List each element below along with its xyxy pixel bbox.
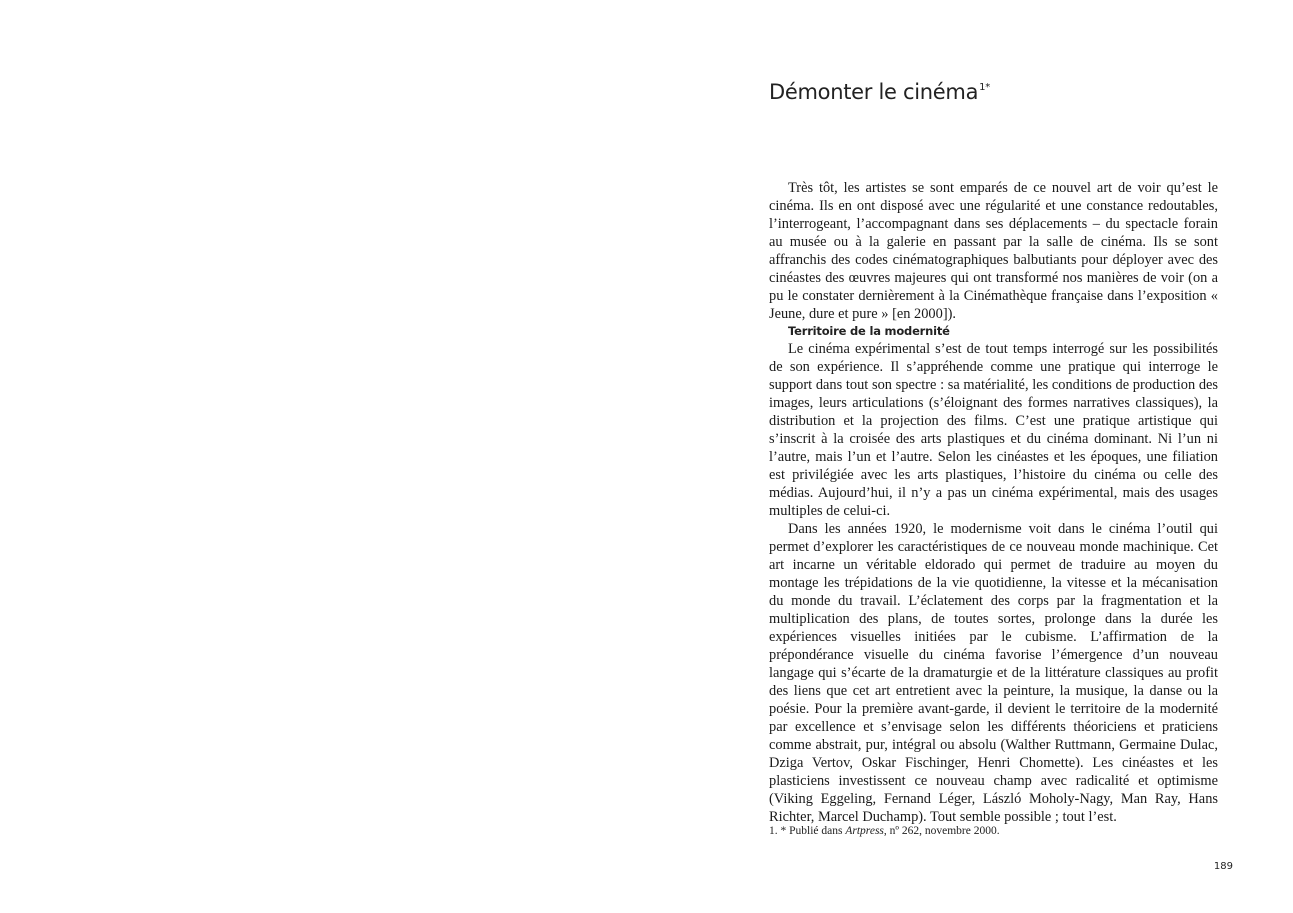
section-paragraph-1: Le cinéma expérimental s’est de tout temps interrogé sur les possibilités de son expérience. Il s’appréhende comme une pratique qui interroge le support dans tout son spectre : sa matérialité, les conditions de production des images, leurs articulations (s’éloignant des formes narratives classiques), la distribution et la projection des films. C’est une pratique artistique qui s’inscrit à la croisée des arts plastiques et du cinéma dominant. Ni l’un ni l’autre, mais l’un et l’autre. Selon les cinéastes et les époques, une filiation est privilégiée avec les arts plastiques, l’histoire du cinéma ou celle des médias. Aujourd’hui, il n’y a pas un cinéma expérimental, mais des usages multiples de celui-ci. bbox=[769, 341, 1218, 519]
chapter-title bbox=[769, 80, 990, 104]
footnote-journal: Artpress bbox=[845, 825, 884, 837]
chapter-title-note-marker: 1* bbox=[979, 82, 990, 93]
intro-paragraph: Très tôt, les artistes se sont emparés de ce nouvel art de voir qu’est le cinéma. Ils en ont disposé avec une régularité et une constance redoutables, l’interrogeant, l’accompagnant dans ses déplacements – du spectacle forain au musée ou à la galerie en passant par la salle de cinéma. Ils se sont affranchis des codes cinématographiques balbutiants pour déployer avec des cinéastes des œuvres majeures qui ont transformé nos manières de voir (on a pu le constater dernièrement à la Cinémathèque française dans l’exposition « Jeune, dure et pure » [en 2000]). bbox=[769, 180, 1218, 322]
intro-block bbox=[769, 179, 1218, 323]
section-heading: Territoire de la modernité bbox=[788, 324, 950, 338]
section-paragraph-2: Dans les années 1920, le modernisme voit dans le cinéma l’outil qui permet d’explorer les caractéristiques de ce nouveau monde machinique. Cet art incarne un véritable eldorado qui permet de traduire au moyen du montage les trépidations de la vie quotidienne, la vitesse et la mécanisation du monde du travail. L’éclatement des corps par la fragmentation et la multiplication des plans, de toutes sortes, prolonge dans la durée les expériences visuelles initiées par le cubisme. L’affirmation de la prépondérance visuelle du cinéma favorise l’émergence d’un nouveau langage qui s’écarte de la dramaturgie et de la littérature classiques au profit des liens que cet art entretient avec la peinture, la musique, la danse ou la poésie. Pour la première avant-garde, il devient le territoire de la modernité par excellence et s’envisage selon les différents théoriciens et praticiens comme abstrait, pur, intégral ou absolu (Walther Ruttmann, Germaine Dulac, Dziga Vertov, Oskar Fischinger, Henri Chomette). Les cinéastes et les plasticiens investissent ce nouveau champ avec radicalité et optimisme (Viking Eggeling, Fernand Léger, László Moholy-Nagy, Man Ray, Hans Richter, Marcel Duchamp). Tout semble possible ; tout l’est. bbox=[769, 521, 1218, 825]
chapter-title-text: Démonter le cinéma bbox=[769, 80, 979, 104]
footnote-prefix: 1. * Publié dans bbox=[769, 825, 846, 837]
page-number: 189 bbox=[1213, 861, 1233, 872]
right-page bbox=[647, 0, 1293, 913]
section-territoire bbox=[769, 322, 1218, 826]
footnote bbox=[769, 824, 1000, 839]
footnote-suffix: , nº 262, novembre 2000. bbox=[883, 825, 1000, 837]
left-page-blank bbox=[0, 0, 646, 913]
